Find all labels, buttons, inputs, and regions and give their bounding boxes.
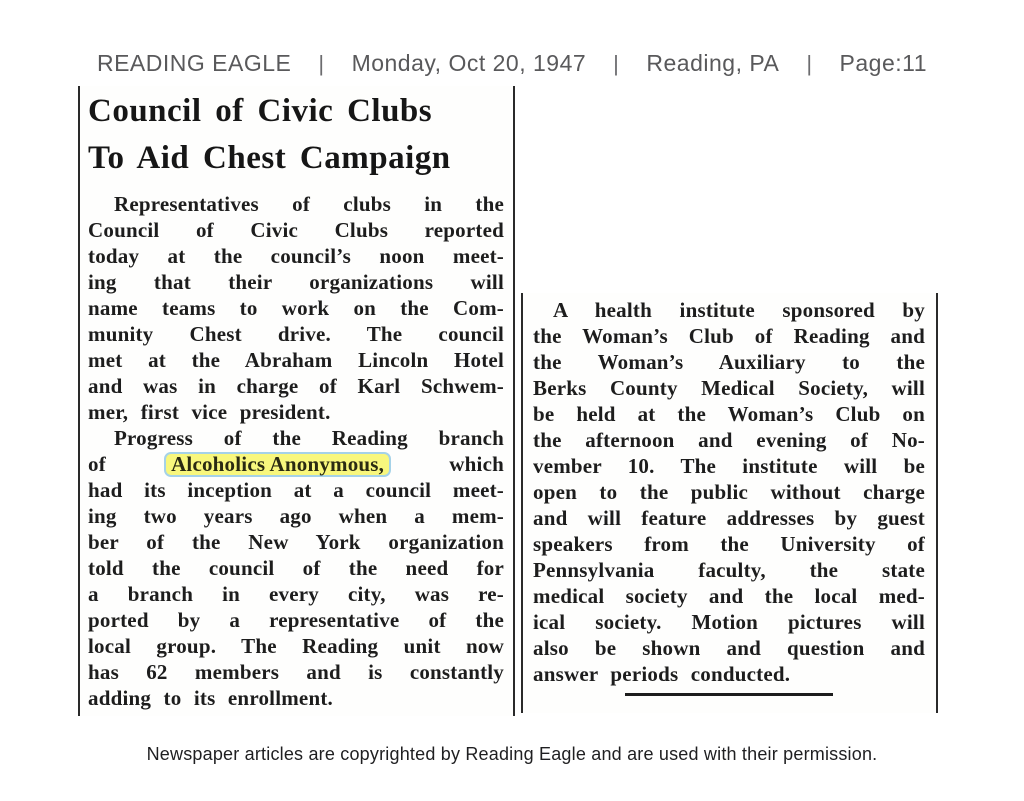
headline-line-2: To Aid Chest Campaign <box>88 140 451 176</box>
article-line: munity Chest drive. The council <box>88 322 504 346</box>
highlight-line <box>88 451 504 477</box>
right-paragraph-last-line: answer periods conducted. <box>533 662 791 686</box>
paragraph-2 <box>88 477 504 685</box>
article-line: Council of Civic Clubs reported <box>88 218 504 242</box>
article-clip-right <box>521 293 938 713</box>
article-line: ported by a representative of the <box>88 608 504 632</box>
article-line: also be shown and question and <box>533 636 925 660</box>
paragraph-1 <box>88 191 504 399</box>
article-clip-left <box>78 86 515 716</box>
left-column-body <box>88 191 504 711</box>
article-line: has 62 members and is constantly <box>88 660 504 684</box>
masthead <box>0 50 1024 77</box>
article-line: Berks County Medical Society, will <box>533 376 925 400</box>
article-line: open to the public without charge <box>533 480 925 504</box>
article-line: speakers from the University of <box>533 532 925 556</box>
paragraph-1-last-line: mer, first vice president. <box>88 400 331 424</box>
paragraph-2-first-line: Progress of the Reading branch <box>114 426 504 450</box>
article-line: today at the council’s noon meet- <box>88 244 504 268</box>
article-line: told the council of the need for <box>88 556 504 580</box>
article-line: met at the Abraham Lincoln Hotel <box>88 348 504 372</box>
article-line: and will feature addresses by guest <box>533 506 925 530</box>
article-line: vember 10. The institute will be <box>533 454 925 478</box>
highlight-line-suffix: which <box>449 452 504 476</box>
article-line: ing that their organizations will <box>88 270 504 294</box>
article-line: the Woman’s Club of Reading and <box>533 324 925 348</box>
article-line: medical society and the local med- <box>533 584 925 608</box>
right-paragraph <box>533 297 925 661</box>
article-line: ical society. Motion pictures will <box>533 610 925 634</box>
article-line: the Woman’s Auxiliary to the <box>533 350 925 374</box>
highlight-line-prefix: of <box>88 452 106 476</box>
article-headline <box>88 88 504 182</box>
headline-line-1: Council of Civic Clubs <box>88 93 433 129</box>
article-line: a branch in every city, was re- <box>88 582 504 606</box>
article-line: Representatives of clubs in the <box>114 192 504 216</box>
issue-date: Monday, Oct 20, 1947 <box>351 50 587 76</box>
article-line: name teams to work on the Com- <box>88 296 504 320</box>
separator-bar: | <box>318 51 325 76</box>
article-line: be held at the Woman’s Club on <box>533 402 925 426</box>
highlighted-text-alcoholics-anonymous: Alcoholics Anonymous, <box>164 452 391 477</box>
article-line: ing two years ago when a mem- <box>88 504 504 528</box>
article-line: ber of the New York organization <box>88 530 504 554</box>
copyright-caption: Newspaper articles are copyrighted by Reading Eagle and are used with their permission. <box>146 744 878 764</box>
article-line: Pennsylvania faculty, the state <box>533 558 925 582</box>
right-column-body <box>533 297 925 696</box>
article-line: the afternoon and evening of No- <box>533 428 925 452</box>
separator-bar: | <box>613 51 620 76</box>
article-line: A health institute sponsored by <box>553 298 925 322</box>
article-line: had its inception at a council meet- <box>88 478 504 502</box>
publication-name: READING EAGLE <box>96 50 292 76</box>
page-number: Page:11 <box>839 50 928 76</box>
separator-bar: | <box>806 51 813 76</box>
paragraph-2-last-line: adding to its enrollment. <box>88 686 333 710</box>
issue-location: Reading, PA <box>646 50 780 76</box>
article-line: local group. The Reading unit now <box>88 634 504 658</box>
article-line: and was in charge of Karl Schwem- <box>88 374 504 398</box>
article-end-divider <box>625 693 833 696</box>
